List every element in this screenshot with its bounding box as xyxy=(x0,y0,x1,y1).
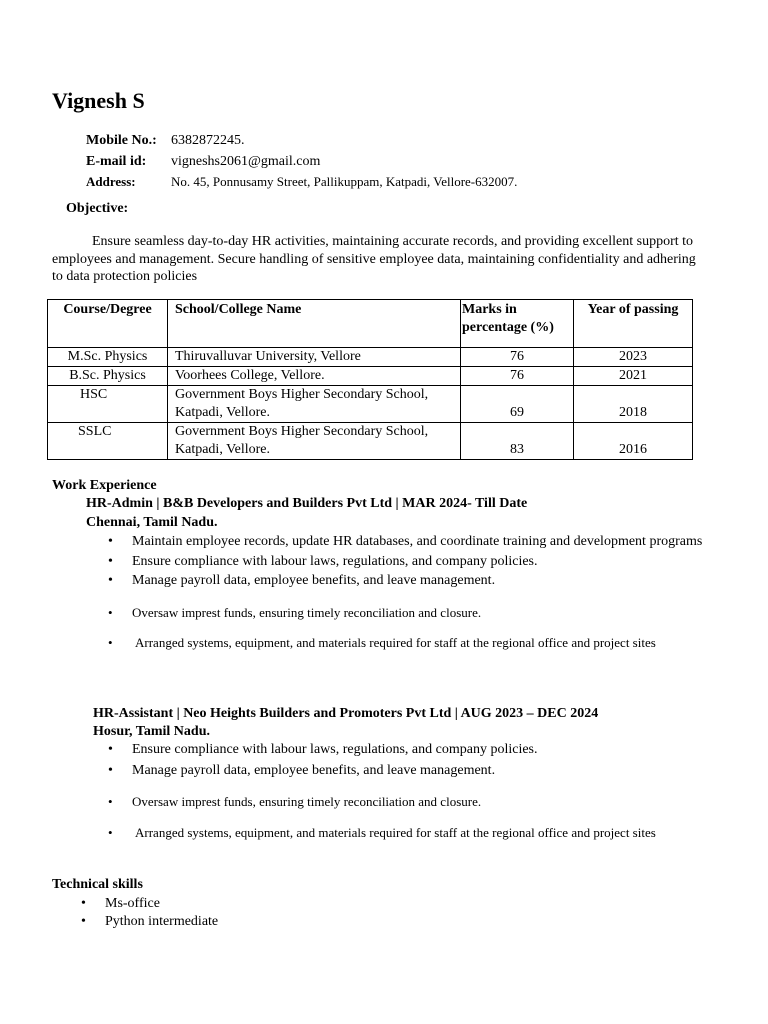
header-year: Year of passing xyxy=(574,300,693,348)
skills-list xyxy=(81,895,405,930)
list-item: • Ms-office xyxy=(81,896,160,911)
bullet-icon: • xyxy=(108,824,113,840)
address-label: Address: xyxy=(86,174,136,189)
list-item: • Ensure compliance with labour laws, regulations, and company policies. xyxy=(108,742,538,757)
bullet-icon: • xyxy=(108,604,113,620)
bullet-icon: • xyxy=(108,742,113,757)
address-value: No. 45, Ponnusamy Street, Pallikuppam, Katpadi, Vellore-632007. xyxy=(171,174,518,189)
list-item: • Python intermediate xyxy=(81,913,219,929)
list-item: • Oversaw imprest funds, ensuring timely reconciliation and closure. xyxy=(108,604,482,620)
row-year: 2023 xyxy=(574,348,693,367)
header-marks: Marks in percentage (%) xyxy=(461,300,574,348)
education-table xyxy=(47,299,693,460)
row-school: Government Boys Higher Secondary School, Katpadi, Vellore. xyxy=(168,386,461,423)
objective-title: Objective: xyxy=(66,201,129,216)
technical-skills-title: Technical skills xyxy=(52,877,143,892)
row-year: 2021 xyxy=(574,367,693,386)
bullet-icon: • xyxy=(81,913,86,929)
education-header-row xyxy=(48,300,693,348)
row-school: Thiruvalluvar University, Vellore xyxy=(168,348,461,367)
bullet-icon: • xyxy=(108,635,113,650)
list-item: • Manage payroll data, employee benefits, and leave management. xyxy=(108,762,496,778)
list-item: • Oversaw imprest funds, ensuring timely reconciliation and closure. xyxy=(108,794,482,809)
row-year: 2018 xyxy=(574,386,693,423)
table-row xyxy=(48,348,693,367)
job-heading: HR-Assistant | Neo Heights Builders and Promoters Pvt Ltd | AUG 2023 – DEC 2024 xyxy=(93,706,599,721)
row-course: B.Sc. Physics xyxy=(48,367,168,386)
email-value: vigneshs2061@gmail.com xyxy=(171,154,321,169)
row-year: 2016 xyxy=(574,423,693,460)
list-item: • Manage payroll data, employee benefits, and leave management. xyxy=(108,573,496,588)
row-marks: 76 xyxy=(461,367,574,386)
job-location: Chennai, Tamil Nadu. xyxy=(86,515,218,530)
mobile-label: Mobile No.: xyxy=(86,133,157,148)
resume-name: Vignesh S xyxy=(52,88,145,113)
row-school: Government Boys Higher Secondary School, Katpadi, Vellore. xyxy=(168,423,461,460)
job-1-bullets xyxy=(108,533,712,652)
job-2-bullets xyxy=(108,741,712,841)
list-item: • Ensure compliance with labour laws, regulations, and company policies. xyxy=(108,553,538,569)
row-course: HSC xyxy=(48,386,168,423)
table-row xyxy=(48,423,693,460)
bullet-icon: • xyxy=(108,573,113,588)
bullet-icon: • xyxy=(108,794,113,809)
job-heading: HR-Admin | B&B Developers and Builders Pvt Ltd | MAR 2024- Till Date xyxy=(86,496,528,511)
row-course: SSLC xyxy=(48,423,168,460)
list-item: • Arranged systems, equipment, and materials required for staff at the regional office and project sites xyxy=(108,824,656,840)
bullet-icon: • xyxy=(81,896,86,911)
row-marks: 83 xyxy=(461,423,574,460)
objective-text: Ensure seamless day-to-day HR activities, maintaining accurate records, and providing excellent support to employees and management. Secure handling of sensitive employee data, maintaining confidentiality and adhering to data protection policies xyxy=(52,234,696,284)
bullet-icon: • xyxy=(108,762,113,778)
list-item: • Arranged systems, equipment, and materials required for staff at the regional office and project sites xyxy=(108,635,656,650)
bullet-icon: • xyxy=(108,553,113,569)
email-label: E-mail id: xyxy=(86,154,147,169)
row-course: M.Sc. Physics xyxy=(48,348,168,367)
row-marks: 76 xyxy=(461,348,574,367)
work-experience-title: Work Experience xyxy=(52,478,157,493)
job-location: Hosur, Tamil Nadu. xyxy=(93,724,210,739)
table-row xyxy=(48,367,693,386)
list-item: • Maintain employee records, update HR databases, and coordinate training and development programs xyxy=(108,534,703,549)
bullet-icon: • xyxy=(108,534,113,549)
row-marks: 69 xyxy=(461,386,574,423)
mobile-value: 6382872245. xyxy=(171,133,245,148)
header-school: School/College Name xyxy=(168,300,461,348)
header-course: Course/Degree xyxy=(48,300,168,348)
table-row xyxy=(48,386,693,423)
row-school: Voorhees College, Vellore. xyxy=(168,367,461,386)
